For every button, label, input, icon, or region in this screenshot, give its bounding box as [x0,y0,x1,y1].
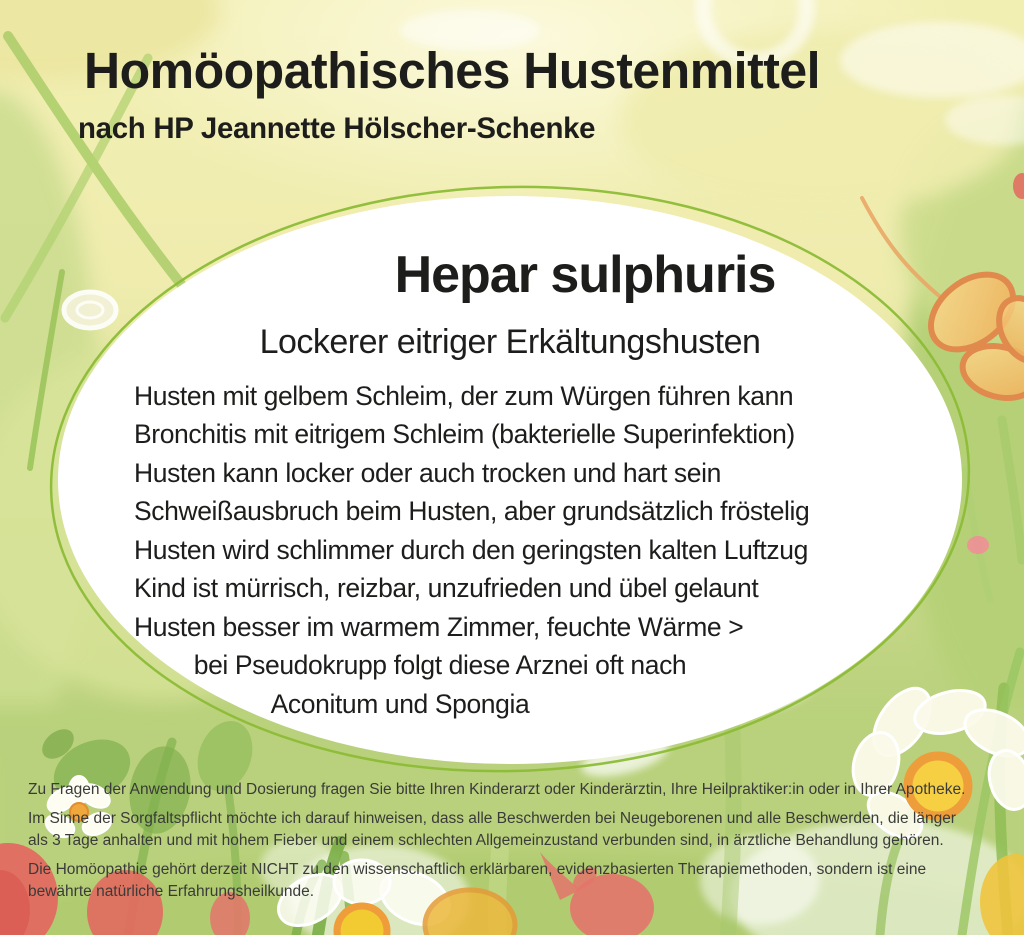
note-line: bei Pseudokrupp folgt diese Arznei oft nach [193,650,687,681]
symptom-line: Schweißausbruch beim Husten, aber grundsätzlich fröstelig [134,496,810,527]
remedy-card [58,196,962,764]
symptom-list [58,377,962,647]
disclaimer-paragraph [28,808,1008,852]
disclaimer-line: Zu Fragen der Anwendung und Dosierung fragen Sie bitte Ihren Kinderarzt oder Kinderärztin, Ihre Heilpraktiker:in oder in Ihrer Apotheke. [28,781,966,798]
symptom-line: Husten besser im warmem Zimmer, feuchte Wärme > [134,611,744,642]
disclaimer-paragraph [28,779,1008,801]
remedy-name: Hepar sulphuris [394,246,776,304]
disclaimer-line: als 3 Tage anhalten und mit hohem Fieber und einem schlechten Allgemeinzustand verbunden sind, in ärztliche Behandlung gehören. [28,832,944,849]
disclaimer-line: Die Homöopathie gehört derzeit NICHT zu den wissenschaftlich erklärbaren, evidenzbasierten Therapiemethoden, sondern ist eine [28,861,927,878]
symptom-line: Bronchitis mit eitrigem Schleim (bakterielle Superinfektion) [134,419,795,450]
page-subtitle: nach HP Jeannette Hölscher-Schenke [78,112,596,145]
disclaimer-line: Im Sinne der Sorgfaltspflicht möchte ich darauf hinweisen, dass alle Beschwerden bei Neugeborenen und alle Beschwerden, die länger [28,810,956,827]
disclaimer-paragraph [28,859,1008,903]
symptom-line: Husten kann locker oder auch trocken und hart sein [134,457,721,488]
note-line: Aconitum und Spongia [270,688,530,719]
symptom-line: Kind ist mürrisch, reizbar, unzufrieden und übel gelaunt [134,573,759,604]
pink-blob [967,536,989,554]
symptom-line: Husten mit gelbem Schleim, der zum Würgen führen kann [134,380,794,411]
symptom-line: Husten wird schlimmer durch den geringsten kalten Luftzug [134,534,808,565]
page-title: Homöopathisches Hustenmittel [84,42,821,99]
disclaimer-line: bewährte natürliche Erfahrungsheilkunde. [28,883,315,900]
disclaimer [28,779,1008,910]
remedy-indication: Lockerer eitriger Erkältungshusten [259,322,761,361]
